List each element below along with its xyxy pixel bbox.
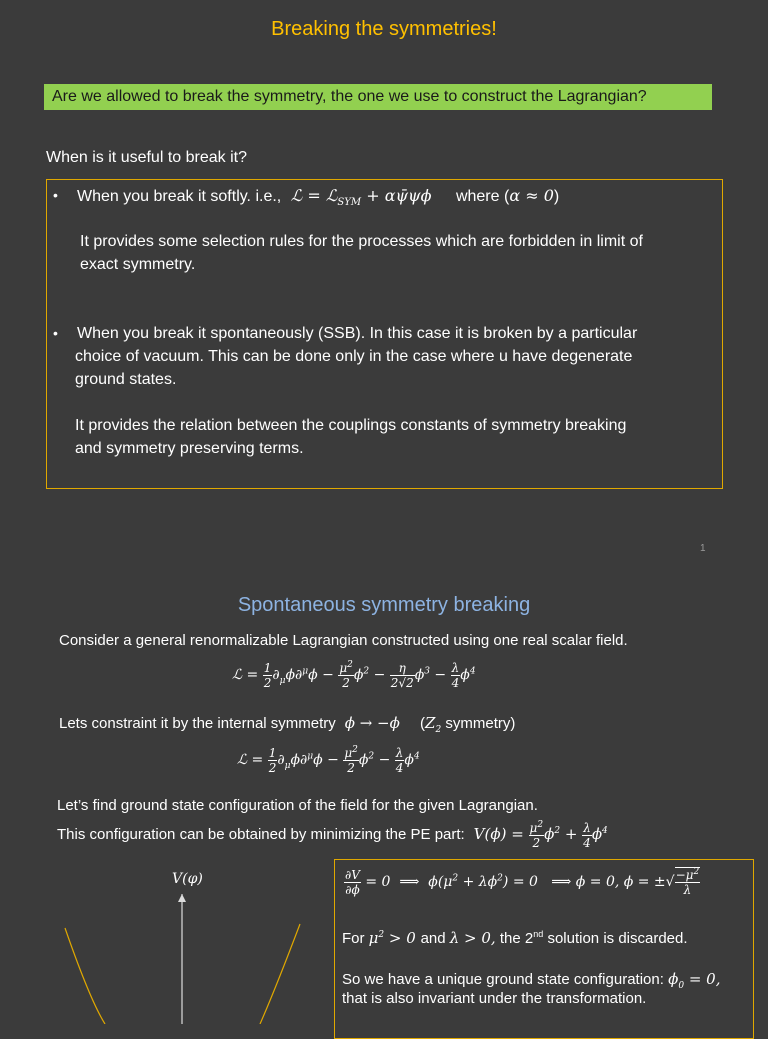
potential-curve-left — [65, 928, 105, 1024]
soft-breaking-lagrangian: ℒ = ℒ$_{SYM}$ + αψ̄ψϕ — [285, 186, 432, 209]
potential-plot — [50, 890, 320, 1024]
bullet1-lead-line — [77, 184, 559, 214]
question-text: When is it useful to break it? — [46, 149, 247, 166]
alpha-condition: (α ≈ 0) — [503, 186, 560, 205]
slide2-title: Spontaneous symmetry breaking — [237, 594, 531, 616]
constraint-line — [59, 714, 515, 735]
condition-line: For $\mu^2 > 0$ and λ > 0, the 2nd solution is discarded. — [342, 929, 688, 947]
where-label: where — [455, 188, 500, 205]
highlight-question: Are we allowed to break the symmetry, the one we use to construct the Lagrangian? — [44, 84, 712, 110]
bullet2-body-2: and symmetry preserving terms. — [75, 440, 304, 457]
minimization-equation: $\frac{\partial V}{\partial\phi}$ = 0 ⟹ $\phi(\mu^2 + \lambda\phi^2) = 0$ ⟹ ϕ = 0, ϕ = ±√ $\frac{-\mu^2}{\lambda}$ — [345, 867, 700, 897]
general-lagrangian: ℒ = $\frac{1}{2}$ $\partial_\mu\phi\partial^\mu\phi$ − $\frac{\mu^2}{2}$ $\phi^2$ − $\frac{\eta}{2√2}$ $\phi^3$ − $\frac{\lambda}{4}$ $\phi^4$ — [232, 660, 476, 690]
slide1-title: Breaking the symmetries! — [271, 18, 497, 40]
ground-state-text: Let’s find ground state configuration of the field for the given Lagrangian. — [57, 797, 538, 814]
z2-label: ($Z_2$ symmetry) — [420, 714, 516, 735]
minimize-line — [57, 821, 608, 849]
bullet1-lead: When you break it softly. i.e., — [77, 188, 282, 205]
potential-formula: V(ϕ) = $\frac{\mu^2}{2}$ $\phi^2$ + $\frac{\lambda}{4}$ $\phi^4$ — [468, 820, 608, 850]
intro-text: Consider a general renormalizable Lagrangian constructed using one real scalar field. — [59, 632, 628, 649]
bullet1-body-2: exact symmetry. — [80, 256, 196, 273]
potential-axis-label: V(φ) — [172, 871, 203, 887]
bullet2-line-2: choice of vacuum. This can be done only in the case where u have degenerate — [75, 348, 633, 365]
bullet1-body-1: It provides some selection rules for the processes which are forbidden in limit of — [80, 233, 643, 250]
symmetric-lagrangian: ℒ = $\frac{1}{2}$ $\partial_\mu\phi\partial^\mu\phi$ − $\frac{\mu^2}{2}$ $\phi^2$ − $\frac{\lambda}{4}$ $\phi^4$ — [237, 745, 420, 775]
bullet2-body-1: It provides the relation between the couplings constants of symmetry breaking — [75, 417, 627, 434]
bullet2-line-3: ground states. — [75, 371, 177, 388]
unique-ground-state-line: So we have a unique ground state configuration: $\phi_0 = 0$, — [342, 970, 721, 991]
page-number: 1 — [700, 543, 706, 554]
potential-curve-right — [260, 924, 300, 1024]
constraint-text: Lets constraint it by the internal symmetry — [59, 715, 336, 732]
y-axis-arrow-icon — [178, 894, 186, 902]
bullet-dot-1: • — [53, 187, 58, 203]
minimize-text: This configuration can be obtained by minimizing the PE part: — [57, 826, 465, 843]
bullet2-line-1: When you break it spontaneously (SSB). In this case it is broken by a particular — [77, 325, 638, 342]
invariance-line: that is also invariant under the transformation. — [342, 990, 647, 1007]
z2-transformation: ϕ → −ϕ — [339, 714, 400, 732]
bullet-dot-2: • — [53, 325, 58, 341]
